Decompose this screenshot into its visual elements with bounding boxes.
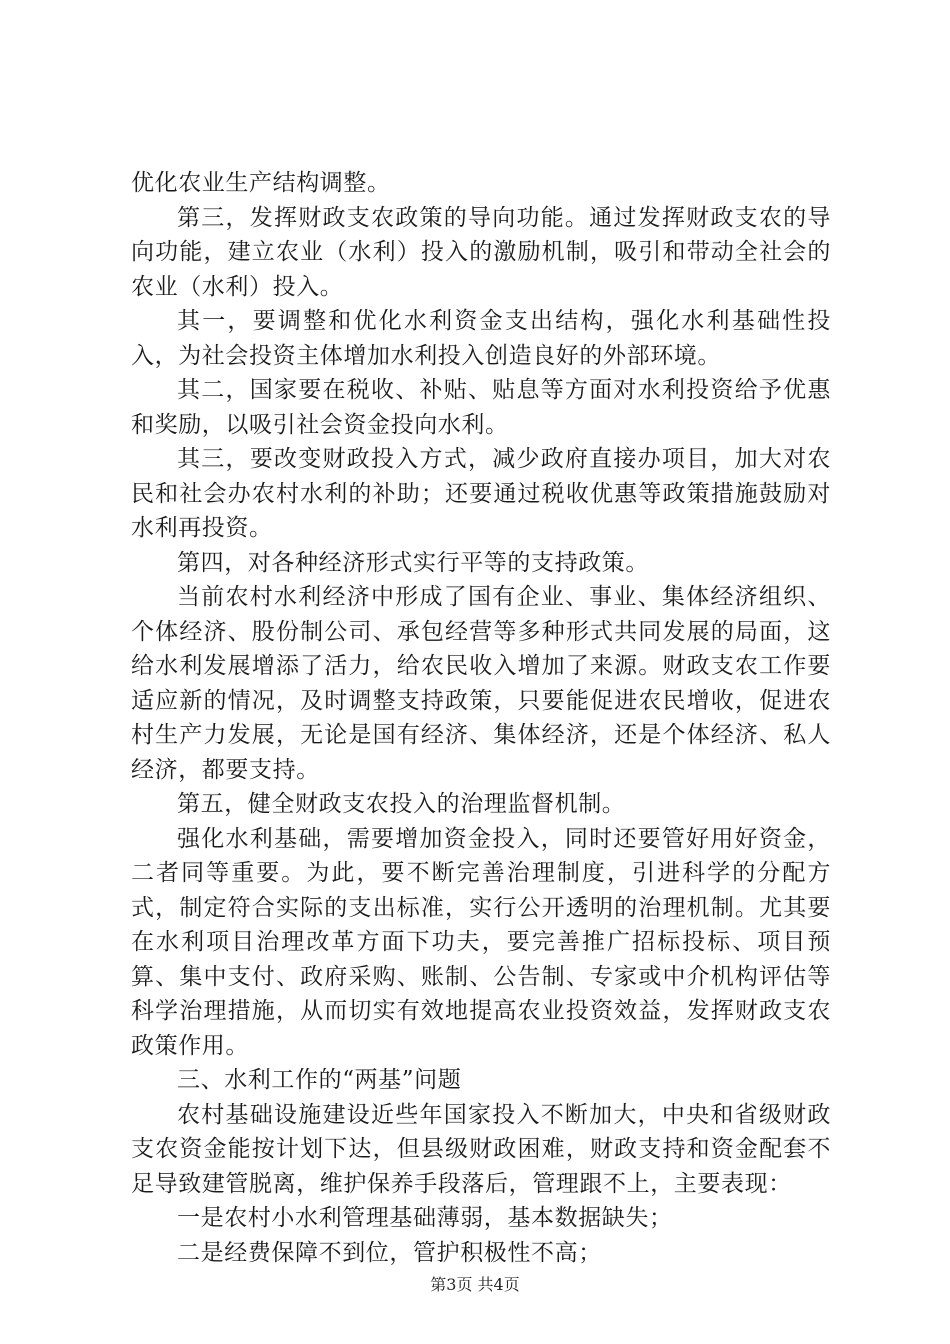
section-heading: 三、水利工作的“两基”问题 bbox=[177, 1067, 462, 1093]
paragraph-12: 一是农村小水利管理基础薄弱，基本数据缺失； bbox=[177, 1205, 673, 1231]
paragraph-6: 第四，对各种经济形式实行平等的支持政策。 bbox=[177, 549, 649, 576]
paragraph-7: 当前农村水利经济中形成了国有企业、事业、集体经济组织、个体经济、股份制公司、承包经营等多种形式共同发展的局面，这给水利发展增添了活力，给农民收入增加了来源。财政支农工作要适应新的情况，及时调整支持政策，只要能促进农民增收，促进农村生产力发展，无论是国有经济、集体经济，还是个体经济、私人经济，都要支持。 bbox=[131, 584, 831, 783]
page-footer: 第3页 共4页 bbox=[430, 1275, 520, 1294]
paragraph-5: 其三，要改变财政投入方式，减少政府直接办项目，加大对农民和社会办农村水利的补助；还要通过税收优惠等政策措施鼓励对水利再投资。 bbox=[131, 446, 831, 541]
paragraph-3: 其一，要调整和优化水利资金支出结构，强化水利基础性投入，为社会投资主体增加水利投入创造良好的外部环境。 bbox=[131, 308, 831, 369]
paragraph-9: 强化水利基础，需要增加资金投入，同时还要管好用好资金，二者同等重要。为此，要不断完善治理制度，引进科学的分配方式，制定符合实际的支出标准，实行公开透明的治理机制。尤其要在水利项目治理改革方面下功夫，要完善推广招标投标、项目预算、集中支付、政府采购、账制、公告制、专家或中介机构评估等科学治理措施，从而切实有效地提高农业投资效益，发挥财政支农政策作用。 bbox=[131, 825, 831, 1059]
paragraph-8: 第五，健全财政支农投入的治理监督机制。 bbox=[177, 791, 626, 817]
paragraph-11: 农村基础设施建设近些年国家投入不断加大，中央和省级财政支农资金能按计划下达，但县级财政困难，财政支持和资金配套不足导致建管脱离，维护保养手段落后，管理跟不上，主要表现： bbox=[131, 1101, 831, 1197]
document-body bbox=[131, 166, 831, 1270]
paragraph-4: 其二，国家要在税收、补贴、贴息等方面对水利投资给予优惠和奖励，以吸引社会资金投向水利。 bbox=[131, 377, 831, 438]
paragraph-1: 优化农业生产结构调整。 bbox=[131, 170, 391, 196]
paragraph-2: 第三，发挥财政支农政策的导向功能。通过发挥财政支农的导向功能，建立农业（水利）投入的激励机制，吸引和带动全社会的农业（水利）投入。 bbox=[131, 204, 831, 300]
paragraph-13: 二是经费保障不到位，管护积极性不高； bbox=[177, 1239, 602, 1266]
